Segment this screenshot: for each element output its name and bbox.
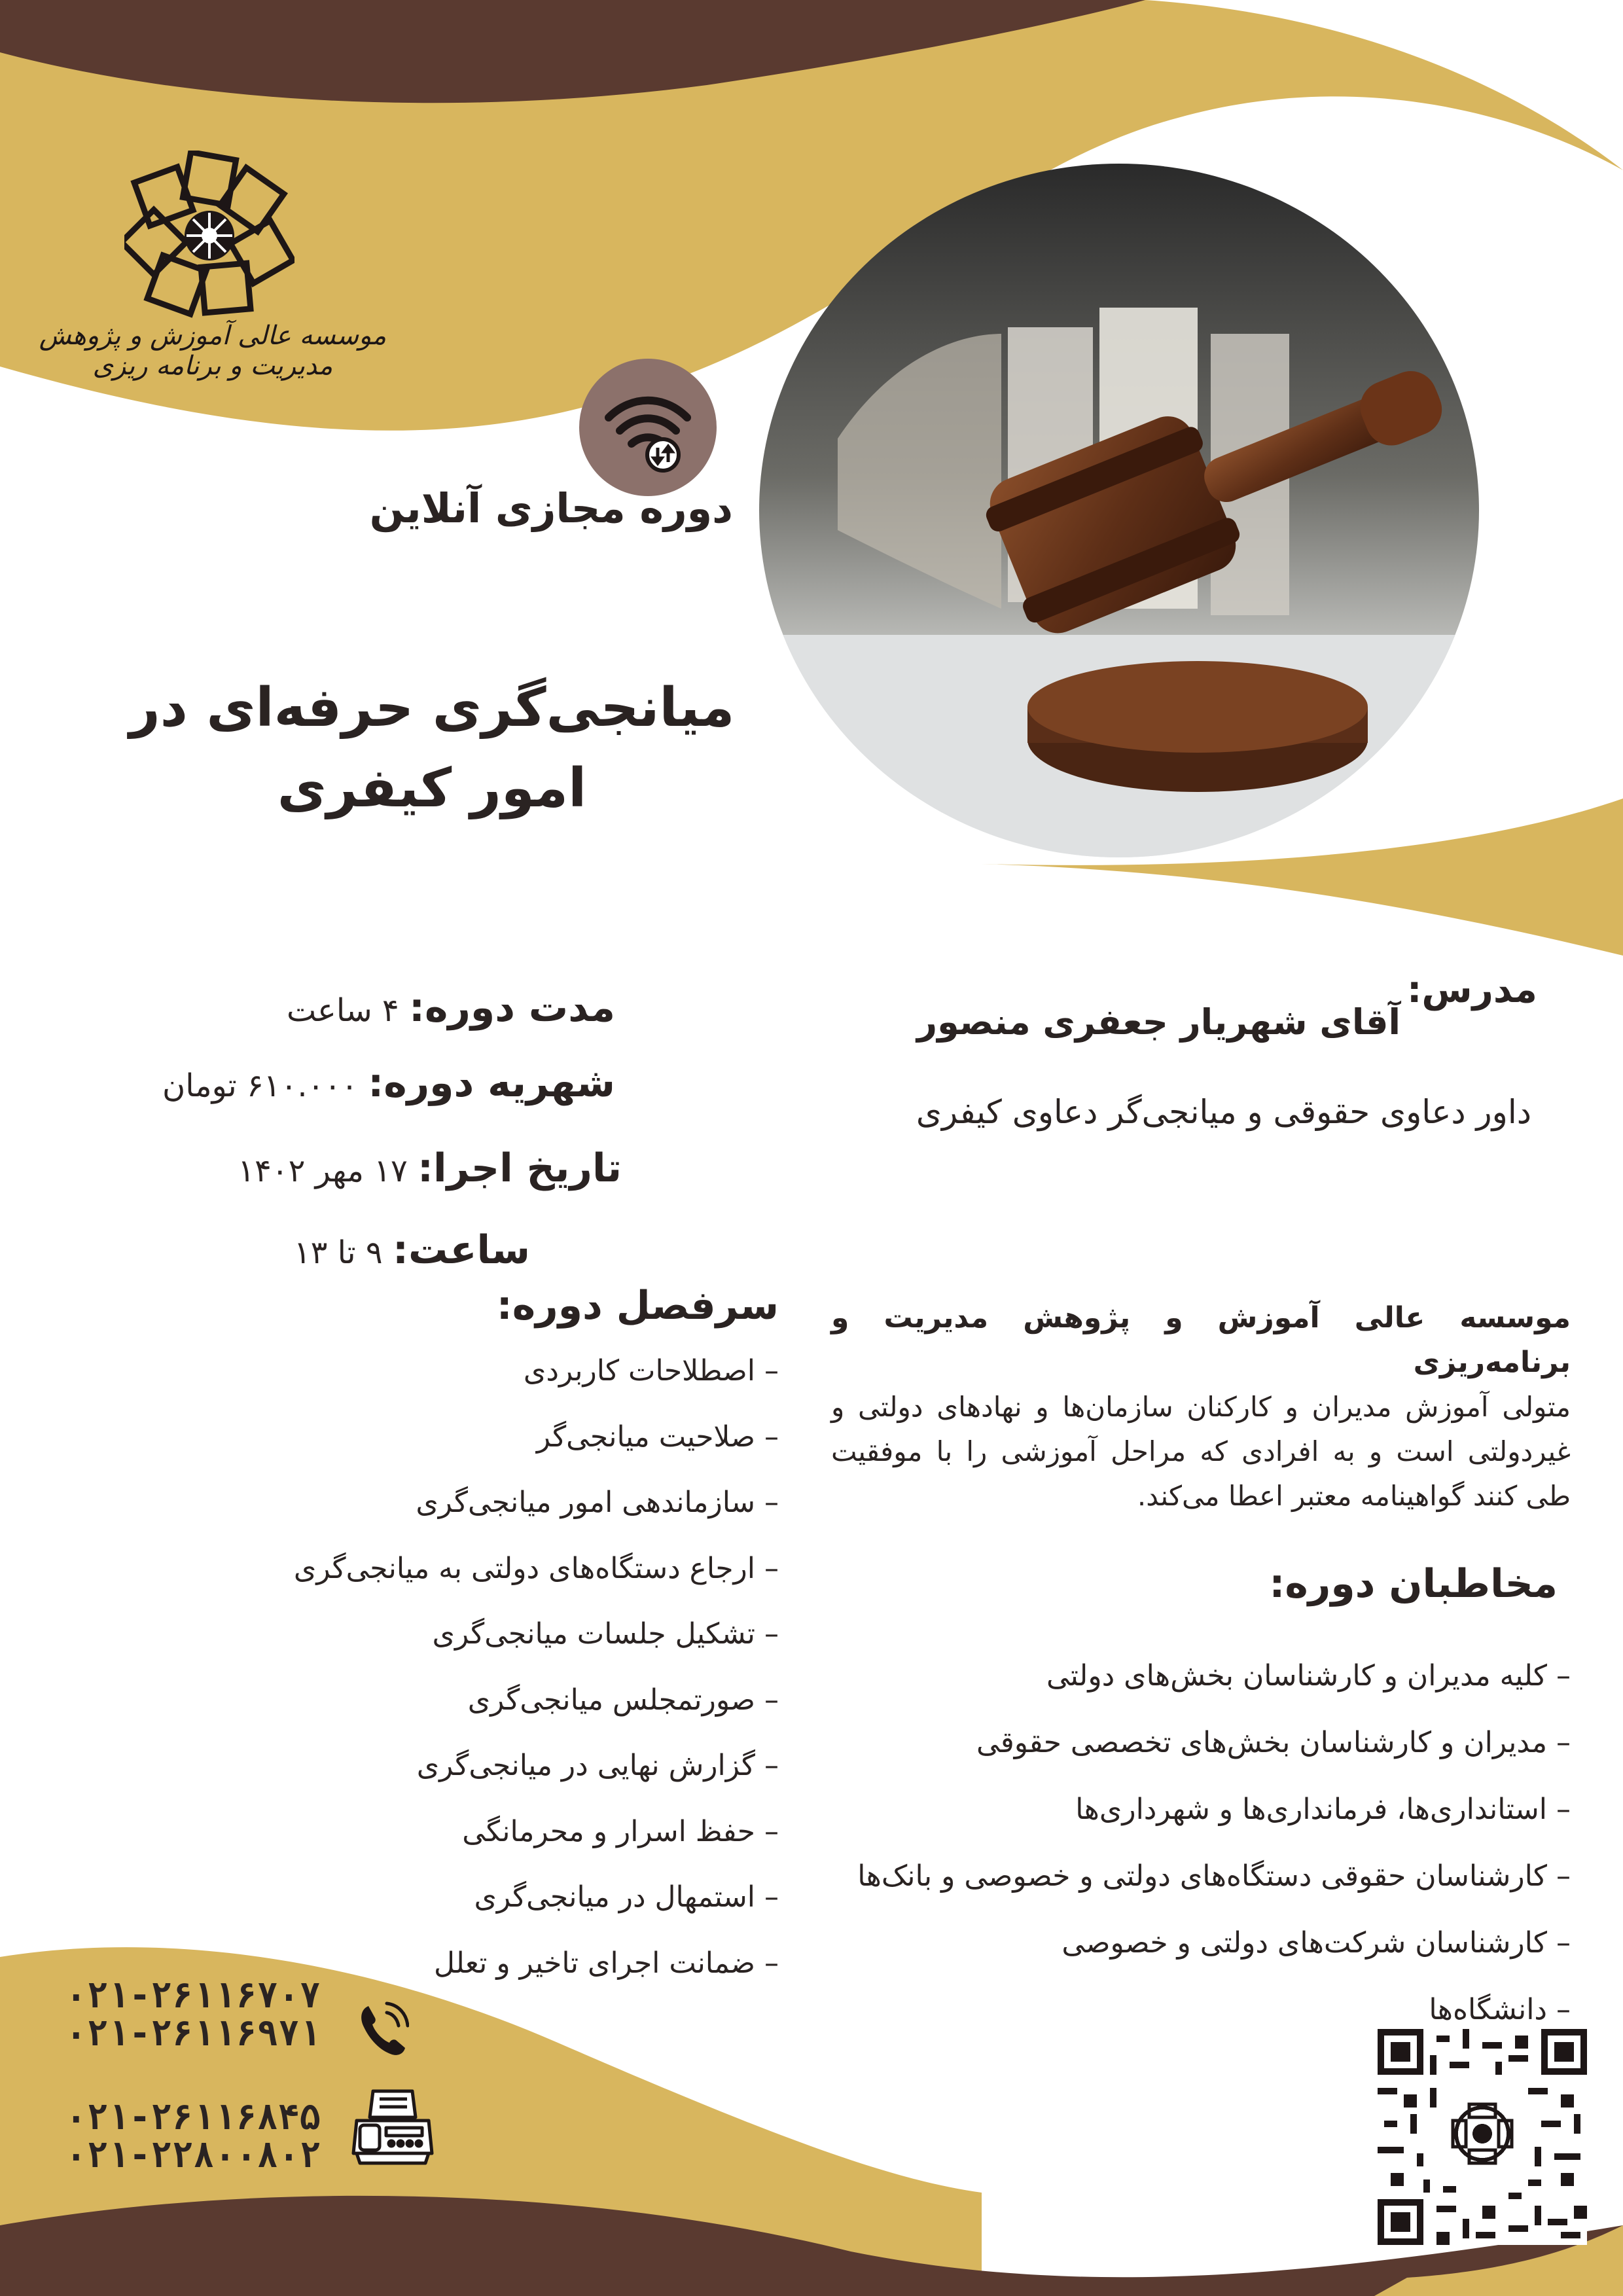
outline-item: – ارجاع دستگاه‌های دولتی به میانجی‌گری xyxy=(293,1551,779,1585)
outline-item: – گزارش نهایی در میانجی‌گری xyxy=(416,1749,779,1782)
date-row xyxy=(98,1145,622,1191)
qr-code[interactable] xyxy=(1378,2029,1587,2245)
audience-item: – مدیران و کارشناسان بخش‌های تخصصی حقوقی xyxy=(976,1726,1571,1759)
institute-logo xyxy=(124,151,294,321)
audience-item: – کلیه مدیران و کارشناسان بخش‌های دولتی xyxy=(1046,1659,1571,1693)
outline-item: – صورتمجلس میانجی‌گری xyxy=(467,1683,779,1717)
time-row xyxy=(7,1227,530,1273)
fee-value: ۶۱۰.۰۰۰ تومان xyxy=(162,1067,358,1104)
gavel-photo xyxy=(759,164,1479,857)
teacher-label: مدرس: xyxy=(1407,969,1537,1011)
fax-icon xyxy=(347,2085,438,2170)
institute-description xyxy=(831,1296,1571,1518)
audience-heading: مخاطبان دوره: xyxy=(1269,1561,1558,1607)
audience-list xyxy=(733,1643,1571,2043)
audience-item: – استانداری‌ها، فرمانداری‌ها و شهرداری‌ها xyxy=(1075,1793,1571,1826)
course-title-line-2: امور کیفری xyxy=(277,757,587,819)
outline-item: – صلاحیت میانجی‌گر xyxy=(536,1420,779,1454)
teacher-role: داور دعاوی حقوقی و میانجی‌گر دعاوی کیفری xyxy=(916,1093,1531,1131)
outline-item: – استمهال در میانجی‌گری xyxy=(474,1880,779,1914)
outline-item: – حفظ اسرار و محرمانگی xyxy=(462,1814,779,1848)
phone-number[interactable]: ۰۲۱-۲۶۱۱۶۹۷۱ xyxy=(65,2013,321,2054)
time-label: ساعت: xyxy=(392,1227,530,1273)
fax-number[interactable]: ۰۲۱-۲۶۱۱۶۸۴۵ xyxy=(65,2096,321,2138)
duration-row xyxy=(92,985,615,1031)
audience-item: – دانشگاه‌ها xyxy=(1429,1993,1571,2026)
time-value: ۹ تا ۱۳ xyxy=(293,1234,383,1271)
outline-item: – سازماندهی امور میانجی‌گری xyxy=(416,1486,779,1519)
duration-value: ۴ ساعت xyxy=(287,992,399,1029)
wifi-icon xyxy=(579,359,717,496)
audience-item: – کارشناسان حقوقی دستگاه‌های دولتی و خصوصی و بانک‌ها xyxy=(857,1859,1571,1893)
outline-item: – تشکیل جلسات میانجی‌گری xyxy=(432,1617,779,1651)
logo-text: موسسه عالی آموزش و پژوهش مدیریت و برنامه ریزی xyxy=(39,321,387,381)
date-label: تاریخ اجرا: xyxy=(418,1145,622,1191)
date-value: ۱۷ مهر ۱۴۰۲ xyxy=(238,1153,408,1189)
online-course-label: دوره مجازی آنلاین xyxy=(369,484,733,532)
fee-row xyxy=(92,1060,615,1106)
course-title xyxy=(118,668,746,829)
outline-item: – اصطلاحات کاربردی xyxy=(523,1354,779,1388)
online-badge xyxy=(579,359,717,496)
outline-list xyxy=(124,1338,779,1996)
phone-icon xyxy=(357,2000,409,2058)
fee-label: شهریه دوره: xyxy=(368,1060,615,1106)
outline-heading: سرفصل دوره: xyxy=(496,1283,779,1329)
phone-numbers xyxy=(65,1975,321,2176)
course-title-line-1: میانجی‌گری حرفه‌ای در xyxy=(129,677,735,739)
phone-number[interactable]: ۰۲۱-۲۶۱۱۶۷۰۷ xyxy=(65,1975,321,2016)
outline-item: – ضمانت اجرای تاخیر و تعلل xyxy=(434,1946,779,1980)
teacher-name: آقای شهریار جعفری منصور xyxy=(917,1001,1400,1043)
fax-number[interactable]: ۰۲۱-۲۲۸۰۰۸۰۲ xyxy=(65,2134,321,2176)
institute-name: موسسه عالی آموزش و پژوهش مدیریت و برنامه‌ریزی xyxy=(831,1301,1571,1379)
institute-text: متولی آموزش مدیران و کارکنان سازمان‌ها و نهادهای دولتی و غیردولتی است و به افرادی که مراحل آموزشی را با موفقیت طی کنند گواهینامه معتبر اعطا می‌کند. xyxy=(831,1391,1571,1512)
audience-item: – کارشناسان شرکت‌های دولتی و خصوصی xyxy=(1061,1926,1571,1960)
duration-label: مدت دوره: xyxy=(408,985,615,1031)
